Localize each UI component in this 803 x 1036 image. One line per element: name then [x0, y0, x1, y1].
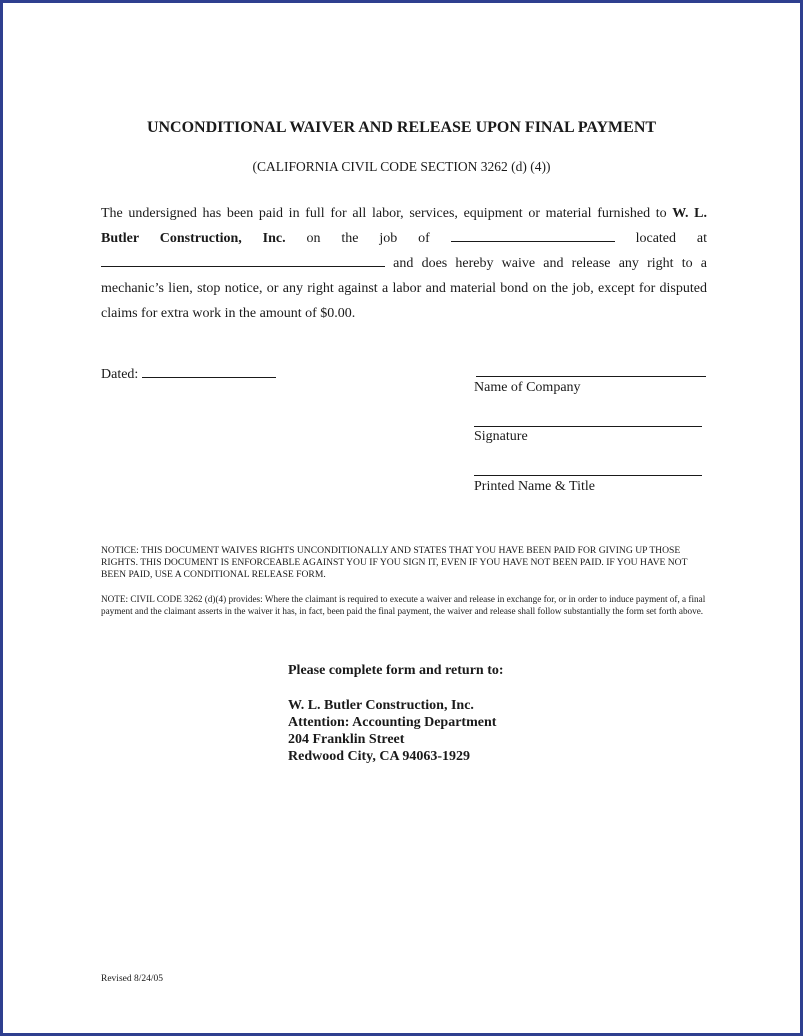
- job-name-blank[interactable]: [451, 227, 615, 242]
- address-line: Redwood City, CA 94063-1929: [288, 749, 471, 764]
- company-name-line[interactable]: [476, 376, 706, 377]
- address-line: W. L. Butler Construction, Inc.: [288, 698, 474, 713]
- date-blank[interactable]: [142, 363, 276, 378]
- company-name: W. L. Butler Construction, Inc.: [101, 206, 707, 246]
- company-name-label: Name of Company: [474, 380, 581, 395]
- civil-code-note: NOTE: CIVIL CODE 3262 (d)(4) provides: Where the claimant is required to execute a waiver and release in exchange for, or in order to induce payment of, a final payment and the claimant asserts in the waiver it has, in fact, been paid the final payment, the waiver and release shall follow substantially the form set forth above.: [101, 594, 706, 616]
- body-text-3: located at: [614, 231, 707, 246]
- waiver-body-paragraph: [101, 201, 707, 326]
- dated-label: Dated:: [101, 367, 139, 382]
- job-location-blank[interactable]: [101, 252, 385, 267]
- notice-text: NOTICE: THIS DOCUMENT WAIVES RIGHTS UNCONDITIONALLY AND STATES THAT YOU HAVE BEEN PAID FOR GIVING UP THOSE RIGHTS. THIS DOCUMENT IS ENFORCEABLE AGAINST YOU IF YOU SIGN IT, EVEN IF YOU HAVE NOT BEEN PAID. IF YOU HAVE NOT BEEN PAID, USE A CONDITIONAL RELEASE FORM.: [101, 545, 688, 580]
- printed-name-label: Printed Name & Title: [474, 479, 595, 494]
- address-line: 204 Franklin Street: [288, 732, 405, 747]
- address-line: Attention: Accounting Department: [288, 715, 497, 730]
- document-subtitle: (CALIFORNIA CIVIL CODE SECTION 3262 (d) (4)): [252, 159, 551, 174]
- revision-date: Revised 8/24/05: [101, 974, 164, 984]
- body-text-4: and does hereby waive and release any right to a mechanic’s lien, stop notice, or any right against a labor and material bond on the job, except for disputed claims for extra work in the amount of $0.00.: [101, 256, 707, 321]
- body-text-1: The undersigned has been paid in full for all labor, services, equipment or material furnished to: [101, 206, 673, 221]
- signature-line[interactable]: [474, 426, 702, 427]
- return-instructions-heading: Please complete form and return to:: [288, 663, 504, 678]
- body-text-2: on the job of: [285, 231, 451, 246]
- dated-field: [101, 363, 276, 383]
- return-address: [288, 697, 496, 765]
- signature-label: Signature: [474, 429, 528, 444]
- printed-name-line[interactable]: [474, 475, 702, 476]
- document-title: UNCONDITIONAL WAIVER AND RELEASE UPON FINAL PAYMENT: [146, 119, 657, 136]
